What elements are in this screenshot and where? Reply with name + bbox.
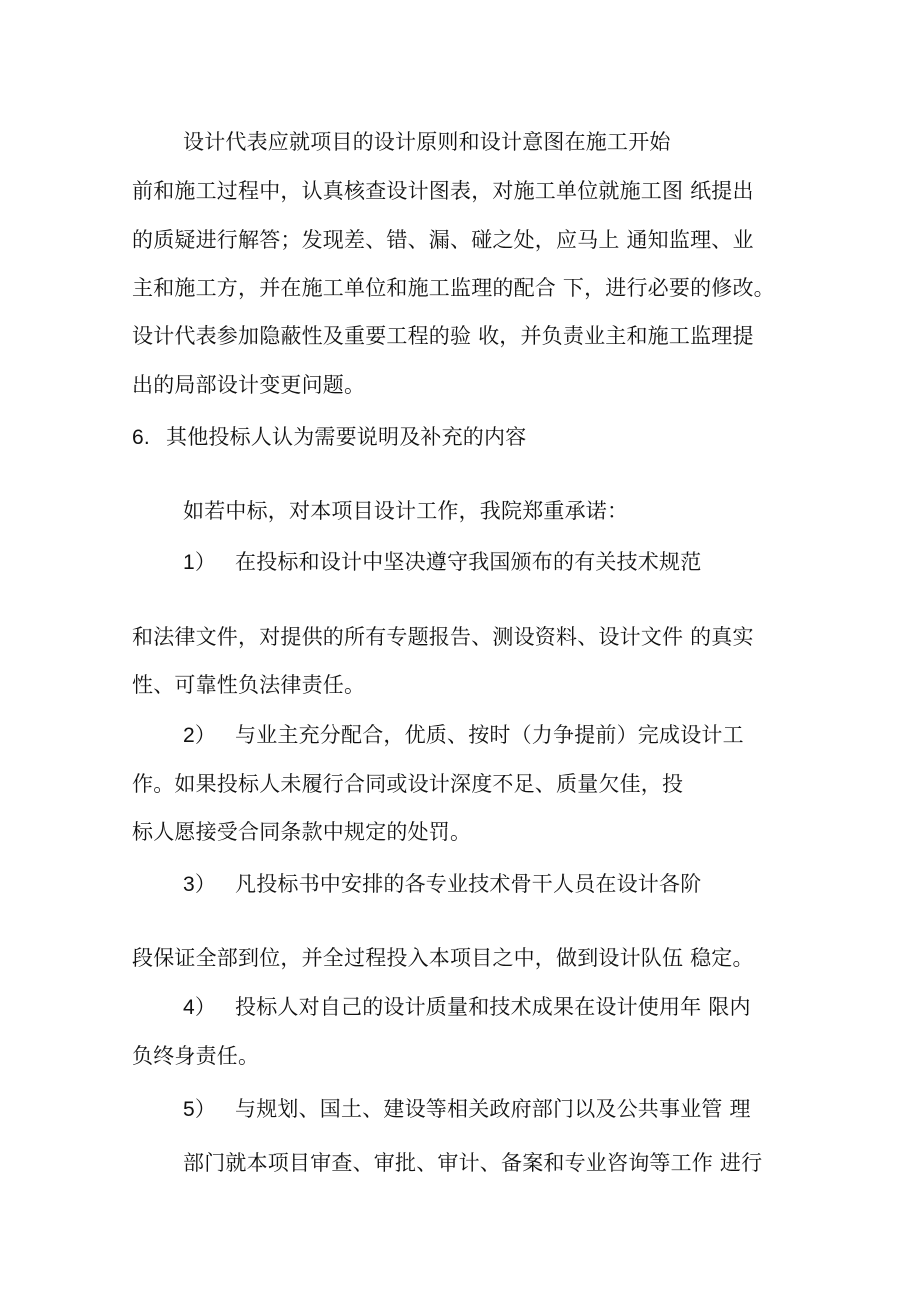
list-item-number: 2）: [183, 724, 217, 747]
list-item-number: 1）: [183, 551, 217, 574]
para1-line-4: 主和施工方，并在施工单位和施工监理的配合 下，进行必要的修改。: [132, 276, 775, 300]
section-title: 其他投标人认为需要说明及补充的内容: [166, 425, 527, 449]
list-item-2-line-1: [183, 721, 744, 750]
list-item-text: 与业主充分配合，优质、按时（力争提前）完成设计工: [235, 723, 744, 747]
list-item-text: 在投标和设计中坚决遵守我国颁布的有关技术规范: [235, 550, 702, 574]
para1-line-5: 设计代表参加隐蔽性及重要工程的验 收，并负责业主和施工监理提: [132, 324, 754, 348]
para1-line-6: 出的局部设计变更问题。: [132, 373, 366, 397]
para1-line-1: 设计代表应就项目的设计原则和设计意图在施工开始: [183, 130, 671, 154]
list-item-2-line-2: 作。如果投标人未履行合同或设计深度不足、质量欠佳，投: [132, 772, 684, 796]
para1-line-2: 前和施工过程中，认真核查设计图表，对施工单位就施工图 纸提出: [132, 179, 754, 203]
list-item-2-line-3: 标人愿接受合同条款中规定的处罚。: [132, 820, 472, 844]
section-number: 6.: [132, 426, 150, 449]
list-item-number: 5）: [183, 1098, 217, 1121]
list-item-1-line-1: [183, 548, 701, 577]
list-item-text: 与规划、国土、建设等相关政府部门以及公共事业管 理: [235, 1097, 751, 1121]
list-item-4-line-2: 负终身责任。: [132, 1044, 260, 1068]
list-item-1-line-3: 性、可靠性负法律责任。: [132, 673, 366, 697]
list-item-5-line-2: 部门就本项目审查、审批、审计、备案和专业咨询等工作 进行: [183, 1151, 763, 1175]
list-item-1-line-2: 和法律文件，对提供的所有专题报告、测设资料、设计文件 的真实: [132, 625, 754, 649]
para1-line-3: 的质疑进行解答；发现差、错、漏、碰之处，应马上 通知监理、业: [132, 228, 754, 252]
list-item-number: 4）: [183, 996, 217, 1019]
list-item-5-line-1: [183, 1095, 751, 1124]
list-item-3-line-1: [183, 870, 701, 899]
list-item-4-line-1: [183, 993, 751, 1022]
list-item-number: 3）: [183, 873, 217, 896]
commitment-intro: 如若中标，对本项目设计工作，我院郑重承诺：: [183, 499, 629, 523]
section-heading-6: [132, 423, 526, 452]
list-item-3-line-2: 段保证全部到位，并全过程投入本项目之中，做到设计队伍 稳定。: [132, 946, 754, 970]
list-item-text: 投标人对自己的设计质量和技术成果在设计使用年 限内: [235, 995, 751, 1019]
list-item-text: 凡投标书中安排的各专业技术骨干人员在设计各阶: [235, 872, 702, 896]
